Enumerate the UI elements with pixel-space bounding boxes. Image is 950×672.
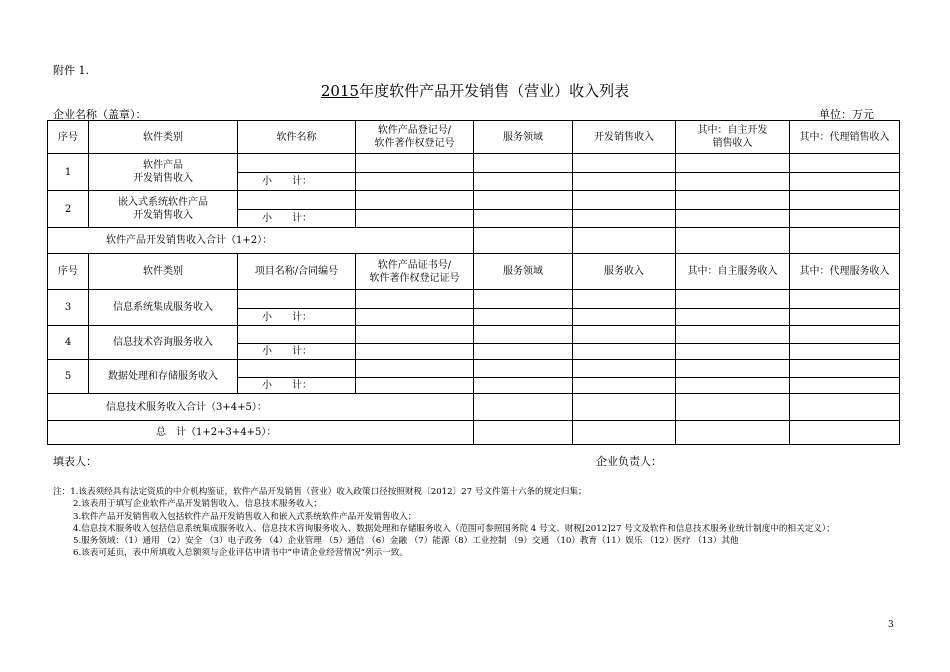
input-cell[interactable] xyxy=(573,309,676,326)
header-line: 软件著作权登记证号 xyxy=(369,272,460,284)
input-cell[interactable] xyxy=(790,421,900,445)
attachment-label: 附件 1. xyxy=(53,64,89,77)
input-cell[interactable] xyxy=(474,228,573,254)
category-line: 开发销售收入 xyxy=(133,210,193,221)
page-number: 3 xyxy=(888,620,894,630)
note-line: 4.信息技术服务收入包括信息系统集成服务收入、信息技术咨询服务收入、数据处理和存储服务收入（范围可参照国务院 4 号文、财税[2012]27 号文及软件和信息技术服务业统计制度中的相关定义）； xyxy=(73,523,835,534)
input-cell[interactable] xyxy=(356,360,474,378)
input-cell[interactable] xyxy=(238,360,356,378)
header-cell: 软件类别 xyxy=(89,254,238,290)
category-cell xyxy=(89,191,238,228)
input-cell[interactable] xyxy=(676,378,790,394)
input-cell[interactable] xyxy=(356,210,474,228)
category-cell: 信息系统集成服务收入 xyxy=(89,290,238,326)
header-line: 其中：自主开发 xyxy=(697,125,768,136)
header-cell: 其中：代理服务收入 xyxy=(790,254,900,290)
company-name-label: 企业名称（盖章）： xyxy=(53,108,147,121)
header-cell: 软件类别 xyxy=(89,121,238,154)
input-cell[interactable] xyxy=(676,360,790,378)
table-header-row xyxy=(48,121,900,154)
input-cell[interactable] xyxy=(474,378,573,394)
unit-label: 单位：万元 xyxy=(819,108,874,121)
input-cell[interactable] xyxy=(474,326,573,344)
header-cell: 其中：代理销售收入 xyxy=(790,121,900,154)
input-cell[interactable] xyxy=(474,421,573,445)
category-cell xyxy=(89,154,238,191)
subtotal-label: 小 计： xyxy=(238,378,356,394)
input-cell[interactable] xyxy=(573,344,676,360)
header-cell xyxy=(356,121,474,154)
category-line: 开发销售收入 xyxy=(133,173,193,184)
category-cell: 数据处理和存储服务收入 xyxy=(89,360,238,394)
table-row xyxy=(48,290,900,309)
input-cell[interactable] xyxy=(474,191,573,210)
input-cell[interactable] xyxy=(356,191,474,210)
table-row xyxy=(48,326,900,344)
seq-cell: 2 xyxy=(48,191,89,228)
input-cell[interactable] xyxy=(573,154,676,173)
filler-label: 填表人： xyxy=(53,455,97,468)
note-line: 6.该表可延页，表中所填收入总额须与企业评估申请书中“申请企业经营情况”列示一致。 xyxy=(73,548,408,559)
page-title xyxy=(0,80,950,101)
input-cell[interactable] xyxy=(474,360,573,378)
seq-cell: 1 xyxy=(48,154,89,191)
input-cell[interactable] xyxy=(676,228,790,254)
grand-total-label: 总 计（1+2+3+4+5）： xyxy=(48,421,474,445)
input-cell[interactable] xyxy=(790,360,900,378)
seq-cell: 3 xyxy=(48,290,89,326)
input-cell[interactable] xyxy=(356,309,474,326)
input-cell[interactable] xyxy=(573,191,676,210)
revenue-table xyxy=(47,120,900,445)
category-cell: 信息技术咨询服务收入 xyxy=(89,326,238,360)
input-cell[interactable] xyxy=(676,344,790,360)
input-cell[interactable] xyxy=(474,290,573,309)
input-cell[interactable] xyxy=(573,394,676,421)
input-cell[interactable] xyxy=(676,290,790,309)
input-cell[interactable] xyxy=(356,173,474,191)
sum-row xyxy=(48,228,900,254)
input-cell[interactable] xyxy=(573,421,676,445)
table-row xyxy=(48,191,900,210)
note-line: 注：1.该表须经具有法定资质的中介机构鉴证，软件产品开发销售（营业）收入政策口径按照财税〔2012〕27 号文件第十六条的规定归集； xyxy=(53,487,587,497)
input-cell[interactable] xyxy=(356,326,474,344)
table-row xyxy=(48,154,900,173)
input-cell[interactable] xyxy=(573,173,676,191)
notes-section xyxy=(53,486,898,560)
category-line: 嵌入式系统软件产品 xyxy=(118,197,208,208)
header-cell: 软件名称 xyxy=(238,121,356,154)
input-cell[interactable] xyxy=(790,154,900,173)
input-cell[interactable] xyxy=(790,290,900,309)
header-line: 软件产品证书号/ xyxy=(377,259,452,271)
note-line: 3.软件产品开发销售收入包括软件产品开发销售收入和嵌入式系统软件产品开发销售收入； xyxy=(73,511,417,522)
input-cell[interactable] xyxy=(238,290,356,309)
note-line: 2.该表用于填写企业软件产品开发销售收入、信息技术服务收入； xyxy=(73,499,322,510)
header-cell: 序号 xyxy=(48,254,89,290)
title-text: 年度软件产品开发销售（营业）收入列表 xyxy=(359,82,630,100)
input-cell[interactable] xyxy=(676,173,790,191)
input-cell[interactable] xyxy=(474,309,573,326)
input-cell[interactable] xyxy=(676,309,790,326)
subtotal-label: 小 计： xyxy=(238,210,356,228)
input-cell[interactable] xyxy=(474,344,573,360)
category-line: 软件产品 xyxy=(143,160,183,171)
input-cell[interactable] xyxy=(356,378,474,394)
input-cell[interactable] xyxy=(573,326,676,344)
sum-row xyxy=(48,394,900,421)
input-cell[interactable] xyxy=(238,154,356,173)
header-line: 销售收入 xyxy=(712,138,753,149)
input-cell[interactable] xyxy=(790,210,900,228)
header-cell: 序号 xyxy=(48,121,89,154)
input-cell[interactable] xyxy=(356,344,474,360)
input-cell[interactable] xyxy=(573,360,676,378)
header-cell: 开发销售收入 xyxy=(573,121,676,154)
input-cell[interactable] xyxy=(676,191,790,210)
subtotal-label: 小 计： xyxy=(238,309,356,326)
input-cell[interactable] xyxy=(790,309,900,326)
header-cell xyxy=(676,121,790,154)
header-cell: 项目名称/合同编号 xyxy=(238,254,356,290)
input-cell[interactable] xyxy=(790,378,900,394)
header-cell: 服务领域 xyxy=(474,254,573,290)
input-cell[interactable] xyxy=(474,173,573,191)
input-cell[interactable] xyxy=(790,191,900,210)
title-year: 2015 xyxy=(320,82,360,100)
input-cell[interactable] xyxy=(790,344,900,360)
input-cell[interactable] xyxy=(676,210,790,228)
subtotal-label: 小 计： xyxy=(238,173,356,191)
input-cell[interactable] xyxy=(790,394,900,421)
input-cell[interactable] xyxy=(676,394,790,421)
manager-label: 企业负责人： xyxy=(596,455,662,468)
header-cell: 其中：自主服务收入 xyxy=(676,254,790,290)
input-cell[interactable] xyxy=(573,210,676,228)
header-line: 软件著作权登记号 xyxy=(374,138,455,149)
input-cell[interactable] xyxy=(573,378,676,394)
input-cell[interactable] xyxy=(790,228,900,254)
input-cell[interactable] xyxy=(474,394,573,421)
header-cell: 服务领域 xyxy=(474,121,573,154)
seq-cell: 5 xyxy=(48,360,89,394)
software-sum-label: 软件产品开发销售收入合计（1+2）： xyxy=(48,228,474,254)
table-header-row xyxy=(48,254,900,290)
input-cell[interactable] xyxy=(676,421,790,445)
total-row xyxy=(48,421,900,445)
header-cell xyxy=(356,254,474,290)
input-cell[interactable] xyxy=(676,326,790,344)
table-row xyxy=(48,360,900,378)
input-cell[interactable] xyxy=(356,154,474,173)
input-cell[interactable] xyxy=(474,154,573,173)
header-line: 软件产品登记号/ xyxy=(377,125,452,136)
note-line: 5.服务领域：（1）通用 （2）安全 （3）电子政务 （4）企业管理 （5）通信 （6）金融 （7）能源（8）工业控制 （9）交通 （10）教育（11）娱乐 （12）医疗 （13）其他 xyxy=(73,536,739,547)
subtotal-label: 小 计： xyxy=(238,344,356,360)
input-cell[interactable] xyxy=(238,191,356,210)
input-cell[interactable] xyxy=(573,290,676,309)
input-cell[interactable] xyxy=(474,210,573,228)
input-cell[interactable] xyxy=(573,228,676,254)
input-cell[interactable] xyxy=(356,290,474,309)
input-cell[interactable] xyxy=(790,173,900,191)
input-cell[interactable] xyxy=(790,326,900,344)
header-cell: 服务收入 xyxy=(573,254,676,290)
input-cell[interactable] xyxy=(676,154,790,173)
service-sum-label: 信息技术服务收入合计（3+4+5）： xyxy=(48,394,474,421)
input-cell[interactable] xyxy=(238,326,356,344)
seq-cell: 4 xyxy=(48,326,89,360)
